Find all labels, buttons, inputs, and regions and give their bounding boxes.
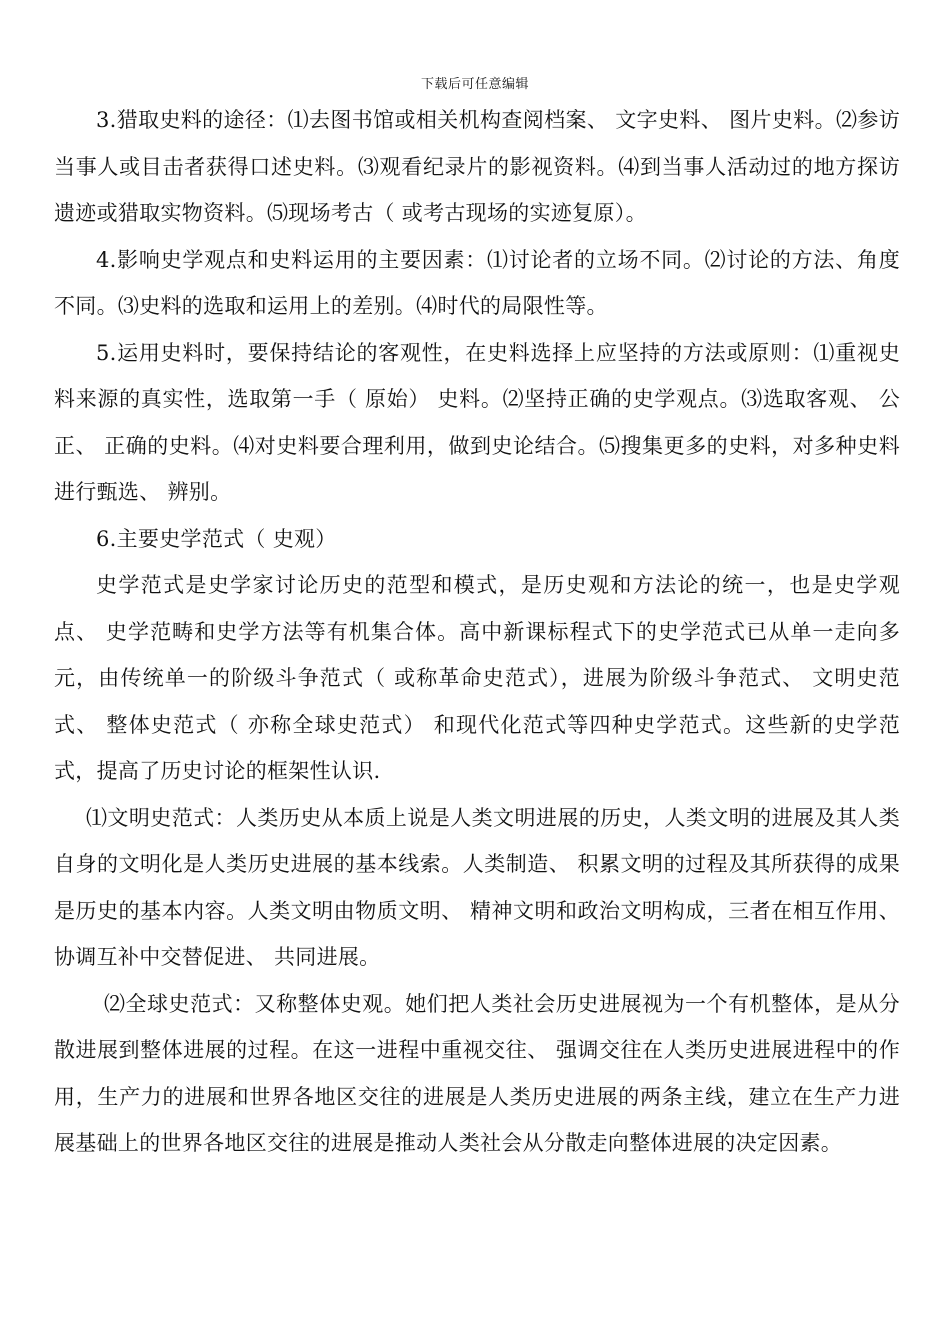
paragraph-section-heading: 6.主要史学范式（ 史观） — [96, 526, 337, 551]
paragraph-civilization-paradigm: ⑴文明史范式：人类历史从本质上说是人类文明进展的历史，人类文明的进展及其人类自身的文明化是人类历史进展的基本线索。人类制造、 积累文明的过程及其所获得的成果是历史的基本内容。人类文明由物质文明、 精神文明和政治文明构成，三者在相互作用、 协调互补中交替促进、 共同进展。 — [54, 805, 900, 969]
page-header: 下载后可任意编辑 — [420, 77, 529, 92]
paragraph-global-paradigm: ⑵全球史范式：又称整体史观。她们把人类社会历史进展视为一个有机整体，是从分散进展到整体进展的过程。在这一进程中重视交往、 强调交往在人类历史进展进程中的作用，生产力的进展和世界各地区交往的进展是人类历史进展的两条主线，建立在生产力进展基础上的世界各地区交往的进展是推动人类社会从分散走向整体进展的决定因素。 — [54, 991, 900, 1155]
paragraph-paradigm-intro: 史学范式是史学家讨论历史的范型和模式，是历史观和方法论的统一，也是史学观点、 史学范畴和史学方法等有机集合体。高中新课标程式下的史学范式已从单一走向多元，由传统单一的阶级斗争范式（ 或称革命史范式），进展为阶级斗争范式、 文明史范式、 整体史范式（ 亦称全球史范式） 和现代化范式等四种史学范式。这些新的史学范式，提高了历史讨论的框架性认识. — [54, 573, 900, 783]
document-body — [54, 97, 900, 1167]
paragraph-influencing-factors: 4.影响史学观点和史料运用的主要因素：⑴讨论者的立场不同。⑵讨论的方法、角度不同。⑶史料的选取和运用上的差别。⑷时代的局限性等。 — [54, 247, 900, 318]
paragraph-source-principles: 5.运用史料时，要保持结论的客观性，在史料选择上应坚持的方法或原则：⑴重视史料来源的真实性，选取第一手（ 原始） 史料。⑵坚持正确的史学观点。⑶选取客观、 公正、 正确的史料。⑷对史料要合理利用，做到史论结合。⑸搜集更多的史料，对多种史料进行甄选、 辨别。 — [54, 340, 900, 504]
paragraph-source-acquisition: 3.猎取史料的途径：⑴去图书馆或相关机构查阅档案、 文字史料、 图片史料。⑵参访当事人或目击者获得口述史料。⑶观看纪录片的影视资料。⑷到当事人活动过的地方探访遗迹或猎取实物资料。⑸现场考古（ 或考古现场的实迹复原）。 — [54, 108, 900, 225]
